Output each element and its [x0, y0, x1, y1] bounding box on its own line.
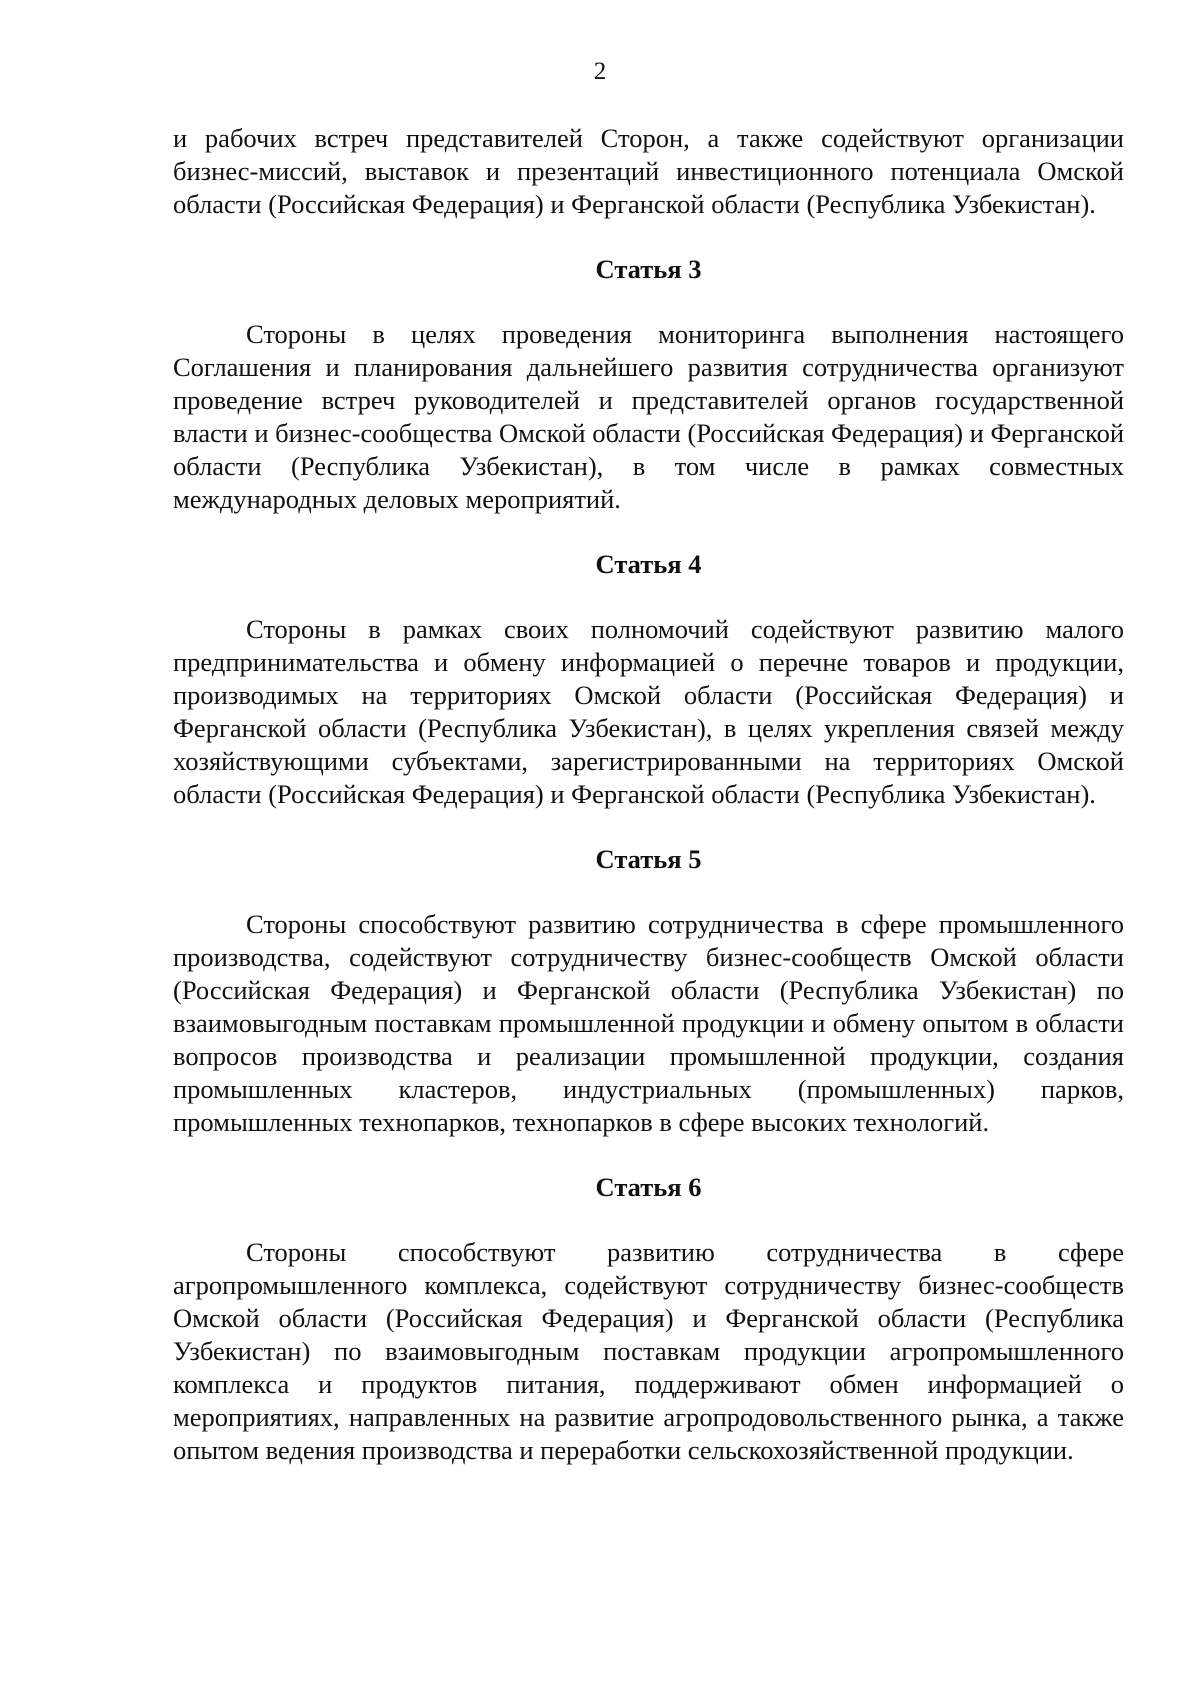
page-number: 2: [593, 58, 607, 85]
article-6-text: Стороны способствуют развитию сотрудничества в сфере агропромышленного комплекса, содействуют сотрудничеству бизнес-сообществ Омской области (Российская Федерация) и Ферганской области (Республика Узбекистан) по взаимовыгодным поставкам продукции агропромышленного комплекса и продуктов питания, поддерживают обмен информацией о мероприятиях, направленных на развитие агропродовольственного рынка, а также опытом ведения производства и переработки сельскохозяйственной продукции.: [173, 1237, 1124, 1465]
article-5-heading: Статья 5: [595, 844, 702, 874]
article-4-heading: Статья 4: [595, 549, 702, 579]
article-4-text: Стороны в рамках своих полномочий содействуют развитию малого предпринимательства и обмену информацией о перечне товаров и продукции, производимых на территориях Омской области (Российская Федерация) и Ферганской области (Республика Узбекистан), в целях укрепления связей между хозяйствующими субъектами, зарегистрированными на территориях Омской области (Российская Федерация) и Ферганской области (Республика Узбекистан).: [173, 614, 1124, 809]
article-3-heading: Статья 3: [595, 254, 702, 284]
article-6-heading: Статья 6: [595, 1172, 702, 1202]
document-body: [173, 122, 1124, 1467]
intro-paragraph: и рабочих встреч представителей Сторон, а также содействуют организации бизнес-миссий, выставок и презентаций инвестиционного потенциала Омской области (Российская Федерация) и Ферганской области (Республика Узбекистан).: [173, 123, 1124, 219]
article-3-text: Стороны в целях проведения мониторинга выполнения настоящего Соглашения и планирования дальнейшего развития сотрудничества организуют проведение встреч руководителей и представителей органов государственной власти и бизнес-сообщества Омской области (Российская Федерация) и Ферганской области (Республика Узбекистан), в том числе в рамках совместных международных деловых мероприятий.: [173, 319, 1124, 514]
article-5-text: Стороны способствуют развитию сотрудничества в сфере промышленного производства, содействуют сотрудничеству бизнес-сообществ Омской области (Российская Федерация) и Ферганской области (Республика Узбекистан) по взаимовыгодным поставкам промышленной продукции и обмену опытом в области вопросов производства и реализации промышленной продукции, создания промышленных кластеров, индустриальных (промышленных) парков, промышленных технопарков, технопарков в сфере высоких технологий.: [173, 909, 1124, 1137]
